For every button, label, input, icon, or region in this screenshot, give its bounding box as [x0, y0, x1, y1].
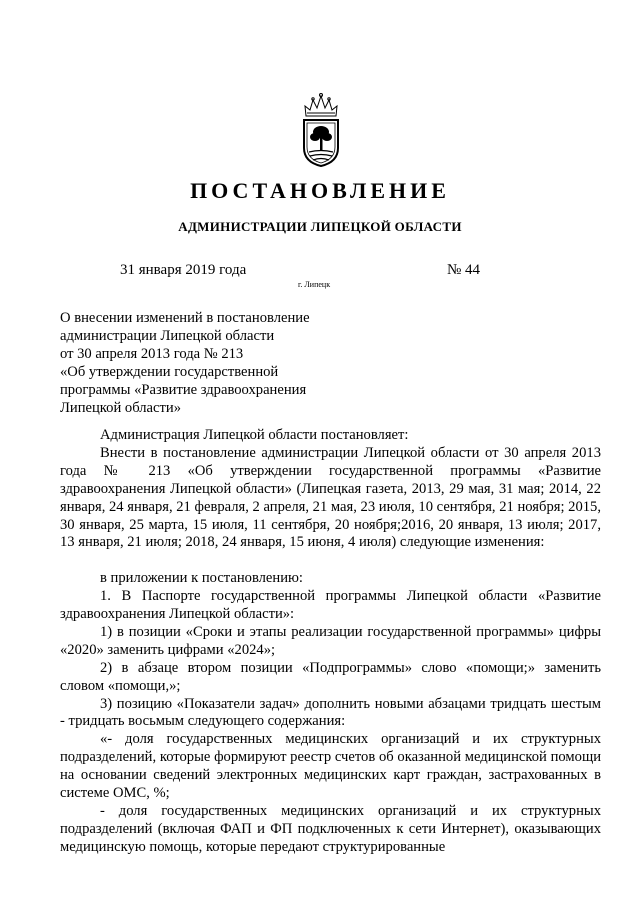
paragraph: 3) позицию «Показатели задач» дополнить новыми абзацами тридцать шестым - тридцать восьмым следующего содержания: — [60, 695, 601, 730]
heading-line: Липецкой области» — [60, 400, 181, 416]
paragraph: Администрация Липецкой области постановляет: — [100, 427, 409, 443]
paragraph: 2) в абзаце втором позиции «Подпрограммы» слово «помощи;» заменить словом «помощи,»; — [60, 659, 601, 694]
document-number: № 44 — [447, 262, 481, 278]
heading-line: от 30 апреля 2013 года № 213 — [60, 346, 244, 362]
document-body — [60, 427, 601, 857]
coat-of-arms-icon — [296, 92, 346, 170]
document-title: ПОСТАНОВЛЕНИЕ — [190, 178, 450, 203]
paragraph: 1) в позиции «Сроки и этапы реализации государственной программы» цифры «2020» заменить цифрами «2024»; — [60, 623, 601, 658]
heading-line: «Об утверждении государственной — [60, 364, 279, 380]
heading-line: О внесении изменений в постановление — [60, 310, 310, 326]
document-date: 31 января 2019 года — [120, 262, 247, 278]
heading-line: администрации Липецкой области — [60, 328, 275, 344]
document-city: г. Липецк — [298, 280, 331, 289]
paragraph: - доля государственных медицинских организаций и их структурных подразделений (включая ФАП и ФП подключенных к сети Интернет), оказывающих медицинскую помощь, которые передают структурированные — [60, 803, 601, 855]
heading-line: программы «Развитие здравоохранения — [60, 382, 307, 398]
paragraph: в приложении к постановлению: — [100, 570, 303, 587]
paragraph: Внести в постановление администрации Липецкой области от 30 апреля 2013 года № 213 «Об утверждении государственной программы «Развитие здравоохранения Липецкой области» (Липецкая газета, 2013, 29 мая, 31 мая; 2014, 22 января, 24 января, 21 февраля, 2 апреля, 21 мая, 23 июля, 10 сентября, 21 ноября; 2015, 30 января, 25 марта, 15 июля, 11 сентября, 20 ноября;2016, 20 января, 13 июля; 2017, 13 января, 21 июля; 2018, 24 января, 15 июня, 4 июля) следующие изменения: — [60, 444, 601, 551]
paragraph: 1. В Паспорте государственной программы Липецкой области «Развитие здравоохранения Липецкой области»: — [60, 588, 601, 623]
paragraph: «- доля государственных медицинских организаций и их структурных подразделений, которые формируют реестр счетов об оказанной медицинской помощи на основании сведений электронных медицинских карт граждан, застрахованных в системе ОМС, %; — [60, 731, 601, 802]
document-subtitle: АДМИНИСТРАЦИИ ЛИПЕЦКОЙ ОБЛАСТИ — [178, 219, 462, 234]
document-heading — [60, 309, 360, 417]
